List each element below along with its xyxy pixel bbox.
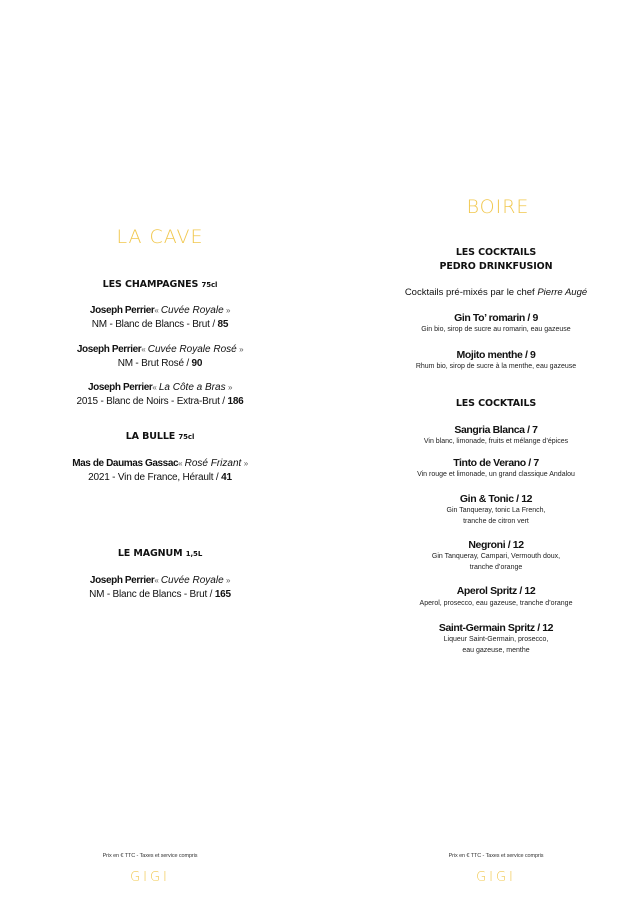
chef-name: Pierre Augé — [537, 287, 588, 298]
producer: Mas de Daumas Gassac — [72, 458, 179, 469]
detail-text: NM - Brut Rosé / — [117, 358, 192, 369]
cuvee: La Côte a Bras — [158, 382, 226, 393]
cocktail-desc: Gin Tanqueray, tonic La French, — [446, 507, 546, 514]
page-title-la-cave: LA CAVE — [116, 226, 204, 248]
producer: Joseph Perrier — [89, 575, 155, 586]
section-heading-pedro-line1: LES COCKTAILS — [455, 247, 537, 258]
quote-open: « — [152, 383, 157, 392]
wine-name — [40, 382, 280, 393]
quote-open: « — [154, 306, 159, 315]
wine-name — [40, 575, 280, 586]
section-heading-text: LES CHAMPAGNES — [102, 279, 199, 290]
quote-open: « — [178, 459, 183, 468]
section-heading-le-magnum — [40, 548, 280, 559]
cocktail-desc: eau gazeuse, menthe — [462, 647, 530, 654]
section-heading-text: LE MAGNUM — [117, 548, 183, 559]
cocktail-desc: Vin rouge et limonade, un grand classique Andalou — [417, 471, 575, 478]
section-heading-pedro-line2: PEDRO DRINKFUSION — [439, 261, 553, 272]
wine-name — [40, 458, 280, 469]
wine-name — [40, 344, 280, 355]
quote-open: « — [141, 345, 146, 354]
cocktail-name: Saint-Germain Spritz / 12 — [438, 622, 554, 634]
detail-text: 2021 - Vin de France, Hérault / — [88, 472, 222, 483]
cocktail-desc: tranche d’orange — [469, 564, 523, 571]
price: 85 — [217, 319, 229, 330]
footer-price-note: Prix en € TTC - Taxes et service compris — [102, 853, 198, 859]
subtitle-text: Cocktails pré-mixés par le chef — [404, 287, 538, 298]
bottle-size: 75cl — [178, 433, 195, 441]
gigi-logo: GIGI — [476, 870, 516, 885]
cocktail-name: Sangria Blanca / 7 — [454, 424, 538, 436]
section-heading-la-bulle — [40, 431, 280, 442]
wine-detail — [40, 472, 280, 483]
section-heading-text: LA BULLE — [125, 431, 176, 442]
price: 186 — [227, 396, 244, 407]
gigi-logo: GIGI — [130, 870, 170, 885]
quote-close: » — [227, 383, 233, 392]
quote-close: » — [239, 345, 244, 354]
cocktail-desc: Liqueur Saint-Germain, prosecco, — [443, 636, 549, 643]
cocktail-desc: Rhum bio, sirop de sucre à la menthe, eau gazeuse — [415, 363, 577, 370]
cocktail-desc: Gin bio, sirop de sucre au romarin, eau gazeuse — [421, 326, 571, 333]
cocktail-desc: Vin blanc, limonade, fruits et mélange d’épices — [423, 438, 569, 445]
price: 165 — [214, 589, 231, 600]
bottle-size: 75cl — [201, 281, 218, 289]
price: 41 — [221, 472, 232, 483]
cocktail-name: Tinto de Verano / 7 — [453, 457, 539, 469]
producer: Joseph Perrier — [76, 344, 142, 355]
cocktail-name: Aperol Spritz / 12 — [456, 585, 536, 597]
quote-close: » — [226, 576, 231, 585]
cuvee: Rosé Frizant — [184, 458, 242, 469]
cocktail-desc: Aperol, prosecco, eau gazeuse, tranche d’orange — [419, 600, 573, 607]
bottle-size: 1,5L — [185, 550, 203, 558]
wine-name — [40, 305, 280, 316]
cocktail-desc: tranche de citron vert — [463, 518, 529, 525]
section-heading-champagnes — [40, 279, 280, 290]
cuvee: Cuvée Royale Rosé — [147, 344, 237, 355]
detail-text: 2015 - Blanc de Noirs - Extra-Brut / — [76, 396, 228, 407]
section-subtitle — [376, 287, 616, 298]
footer-price-note: Prix en € TTC - Taxes et service compris — [448, 853, 544, 859]
wine-detail — [40, 358, 280, 369]
quote-close: » — [226, 306, 231, 315]
cocktail-name: Gin & Tonic / 12 — [459, 493, 533, 505]
wine-detail — [40, 589, 280, 600]
quote-close: » — [243, 459, 248, 468]
price: 90 — [191, 358, 203, 369]
cocktail-name: Mojito menthe / 9 — [456, 349, 536, 361]
cocktail-name: Gin To’ romarin / 9 — [454, 312, 538, 324]
producer: Joseph Perrier — [89, 305, 155, 316]
quote-open: « — [154, 576, 159, 585]
cocktail-name: Negroni / 12 — [468, 539, 524, 551]
page-title-boire: BOIRE — [466, 196, 530, 218]
wine-detail — [40, 396, 280, 407]
wine-detail — [40, 319, 280, 330]
cuvee: Cuvée Royale — [160, 575, 224, 586]
cocktail-desc: Gin Tanqueray, Campari, Vermouth doux, — [431, 553, 561, 560]
cuvee: Cuvée Royale — [160, 305, 224, 316]
producer: Joseph Perrier — [87, 382, 153, 393]
detail-text: NM - Blanc de Blancs - Brut / — [91, 319, 218, 330]
detail-text: NM - Blanc de Blancs - Brut / — [89, 589, 215, 600]
section-heading-cocktails: LES COCKTAILS — [455, 398, 537, 409]
